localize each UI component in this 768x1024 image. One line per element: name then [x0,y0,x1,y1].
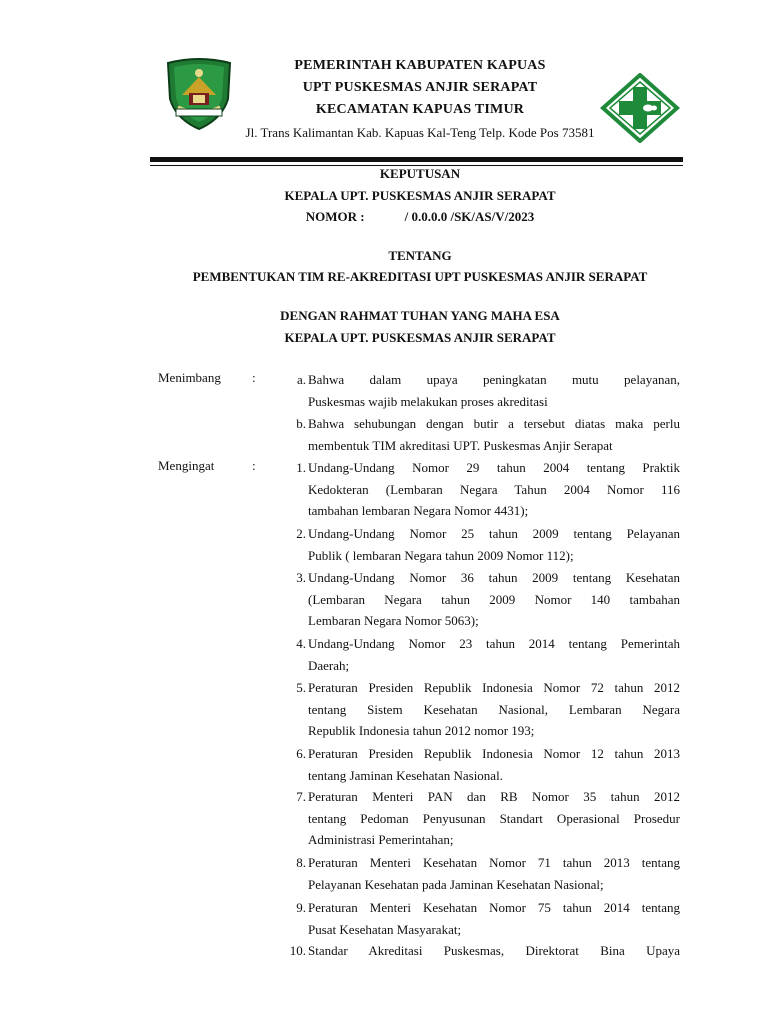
decree-heading: KEPUTUSAN [379,166,461,181]
item-line: tentang Sistem Kesehatan Nasional, Lembaran Negara [308,701,680,717]
item-line: Undang-Undang Nomor 29 tahun 2004 tentang Praktik [308,460,680,475]
decree-invocation: DENGAN RAHMAT TUHAN YANG MAHA ESA [280,308,560,323]
menimbang-label: Menimbang [158,370,221,385]
decree-about-label: TENTANG [388,248,452,263]
item-line: Standar Akreditasi Puskesmas, Direktorat Bina Upaya [308,943,680,958]
item-marker: 10. [289,943,306,958]
item-line: Lembaran Negara Nomor 5063); [308,613,479,628]
item-line: tentang Jaminan Kesehatan Nasional. [308,767,503,783]
item-marker: b. [296,416,306,431]
item-marker: 9. [296,900,306,915]
decree-issuer-repeat: KEPALA UPT. PUSKESMAS ANJIR SERAPAT [284,330,556,345]
item-line: Peraturan Presiden Republik Indonesia Nomor 12 tahun 2013 [308,746,680,761]
mengingat-colon: : [252,458,256,473]
mengingat-label: Mengingat [158,458,215,473]
letterhead-divider-thick [150,157,683,162]
item-line: Pelayanan Kesehatan pada Jaminan Kesehatan Nasional; [308,876,604,892]
letterhead-address: Jl. Trans Kalimantan Kab. Kapuas Kal-Teng Telp. Kode Pos 73581 [245,125,595,140]
item-line: Publik ( lembaran Negara tahun 2009 Nomor 112); [308,547,574,563]
item-line: Pusat Kesehatan Masyarakat; [308,921,462,937]
letterhead-district: KECAMATAN KAPUAS TIMUR [315,102,525,117]
letterhead-institution: UPT PUSKESMAS ANJIR SERAPAT [302,80,538,95]
item-marker: 2. [296,526,306,541]
item-marker: 6. [296,746,306,761]
decree-number-value: / 0.0.0.0 /SK/AS/V/2023 [404,209,535,224]
item-line: Administrasi Pemerintahan; [308,832,454,847]
item-marker: a. [296,372,306,387]
item-line: Undang-Undang Nomor 25 tahun 2009 tentang Pelayanan [308,526,680,541]
item-marker: 1. [296,460,306,475]
item-line: Undang-Undang Nomor 36 tahun 2009 tentang Kesehatan [308,570,680,585]
item-line: Peraturan Presiden Republik Indonesia Nomor 72 tahun 2012 [308,680,680,695]
letterhead-government: PEMERINTAH KABUPATEN KAPUAS [294,58,546,73]
decree-issuer: KEPALA UPT. PUSKESMAS ANJIR SERAPAT [284,188,556,203]
item-marker: 5. [296,680,306,695]
item-line: Kedokteran (Lembaran Negara Tahun 2004 Nomor 116 [308,481,680,497]
decree-number [100,209,740,225]
item-line: Peraturan Menteri Kesehatan Nomor 71 tahun 2013 tentang [308,855,680,870]
puskesmas-cross-icon [600,73,680,143]
item-line: Bahwa sehubungan dengan butir a tersebut diatas maka perlu [308,416,680,431]
item-line: Undang-Undang Nomor 23 tahun 2014 tentang Pemerintah [308,636,680,651]
item-line: (Lembaran Negara tahun 2009 Nomor 140 tambahan [308,591,680,607]
item-marker: 4. [296,636,306,651]
item-line: Peraturan Menteri PAN dan RB Nomor 35 tahun 2012 [308,789,680,804]
item-line: Peraturan Menteri Kesehatan Nomor 75 tahun 2014 tentang [308,900,680,915]
item-line: Bahwa dalam upaya peningkatan mutu pelayanan, [308,372,680,387]
item-line: tambahan lembaran Negara Nomor 4431); [308,503,529,518]
decree-subject: PEMBENTUKAN TIM RE-AKREDITASI UPT PUSKESMAS ANJIR SERAPAT [192,269,648,284]
item-marker: 8. [296,855,306,870]
item-marker: 3. [296,570,306,585]
item-line: Republik Indonesia tahun 2012 nomor 193; [308,723,535,738]
item-line: Daerah; [308,657,350,673]
item-marker: 7. [296,789,306,804]
item-line: tentang Pedoman Penyusunan Standart Operasional Prosedur [308,810,680,826]
item-line: Puskesmas wajib melakukan proses akreditasi [308,393,548,409]
menimbang-colon: : [252,370,256,385]
item-line: membentuk TIM akreditasi UPT. Puskesmas Anjir Serapat [308,437,613,453]
decree-number-label: NOMOR : [305,209,365,224]
